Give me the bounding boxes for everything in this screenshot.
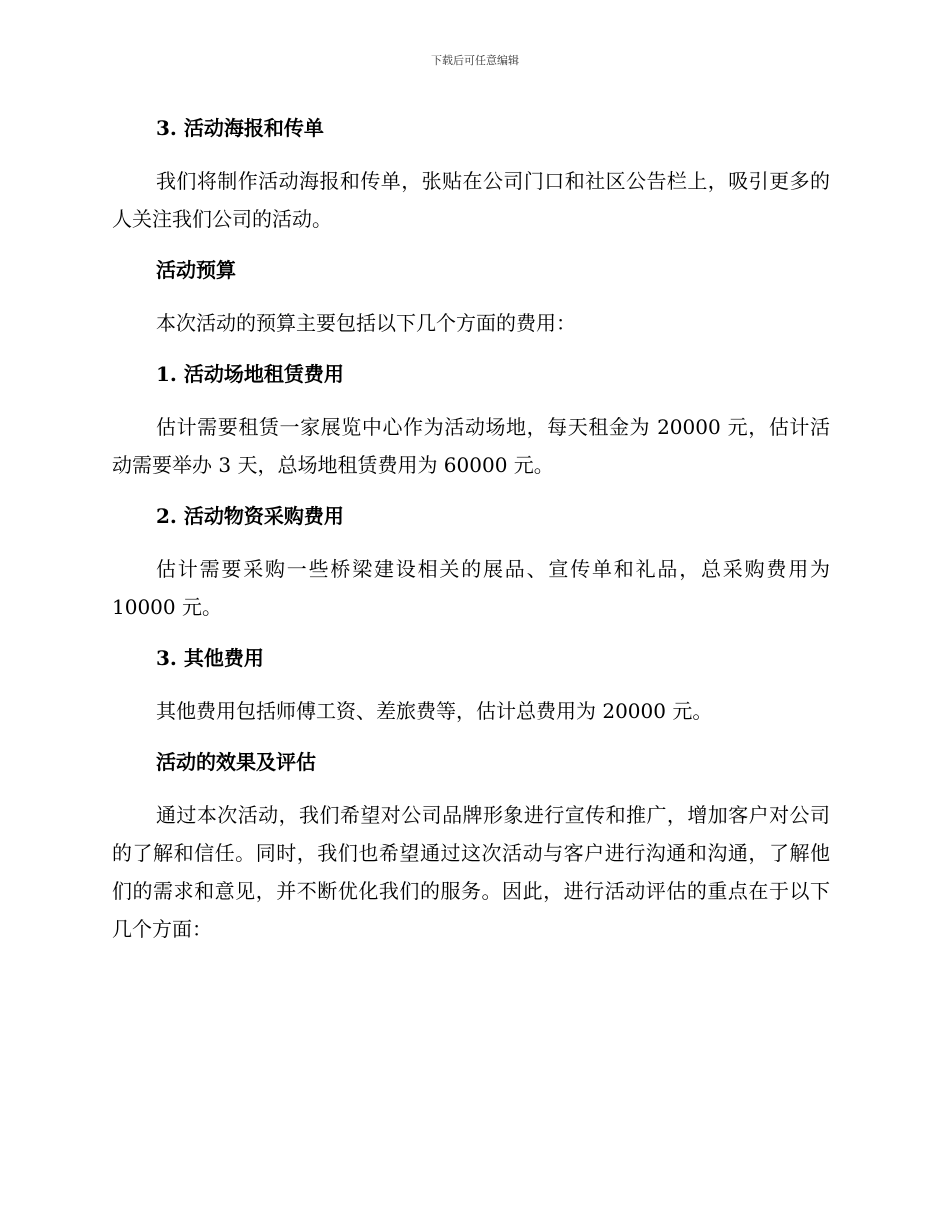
paragraph-other-costs: 其他费用包括师傅工资、差旅费等，估计总费用为 20000 元。 [156, 699, 713, 723]
paragraph-poster: 我们将制作活动海报和传单，张贴在公司门口和社区公告栏上，吸引更多的人关注我们公司的活动。 [112, 169, 830, 231]
paragraph-materials: 估计需要采购一些桥梁建设相关的展品、宣传单和礼品，总采购费用为 10000 元。 [112, 557, 830, 619]
section-heading-evaluation: 活动的效果及评估 [156, 750, 316, 774]
section-heading-budget: 活动预算 [156, 258, 236, 282]
paragraph-venue-rental: 估计需要租赁一家展览中心作为活动场地，每天租金为 20000 元，估计活动需要举办 3 天，总场地租赁费用为 60000 元。 [112, 415, 830, 477]
section-heading-venue-rental: 1. 活动场地租赁费用 [156, 362, 344, 386]
page-header-note: 下载后可任意编辑 [431, 54, 519, 67]
paragraph-evaluation: 通过本次活动，我们希望对公司品牌形象进行宣传和推广，增加客户对公司的了解和信任。同时，我们也希望通过这次活动与客户进行沟通和沟通，了解他们的需求和意见，并不断优化我们的服务。因此，进行活动评估的重点在于以下几个方面： [112, 803, 830, 941]
section-heading-other-costs: 3. 其他费用 [156, 646, 264, 670]
paragraph-budget-intro: 本次活动的预算主要包括以下几个方面的费用： [156, 311, 576, 335]
section-heading-materials: 2. 活动物资采购费用 [156, 504, 344, 528]
document-body [112, 110, 830, 962]
section-heading-poster: 3. 活动海报和传单 [156, 116, 324, 140]
